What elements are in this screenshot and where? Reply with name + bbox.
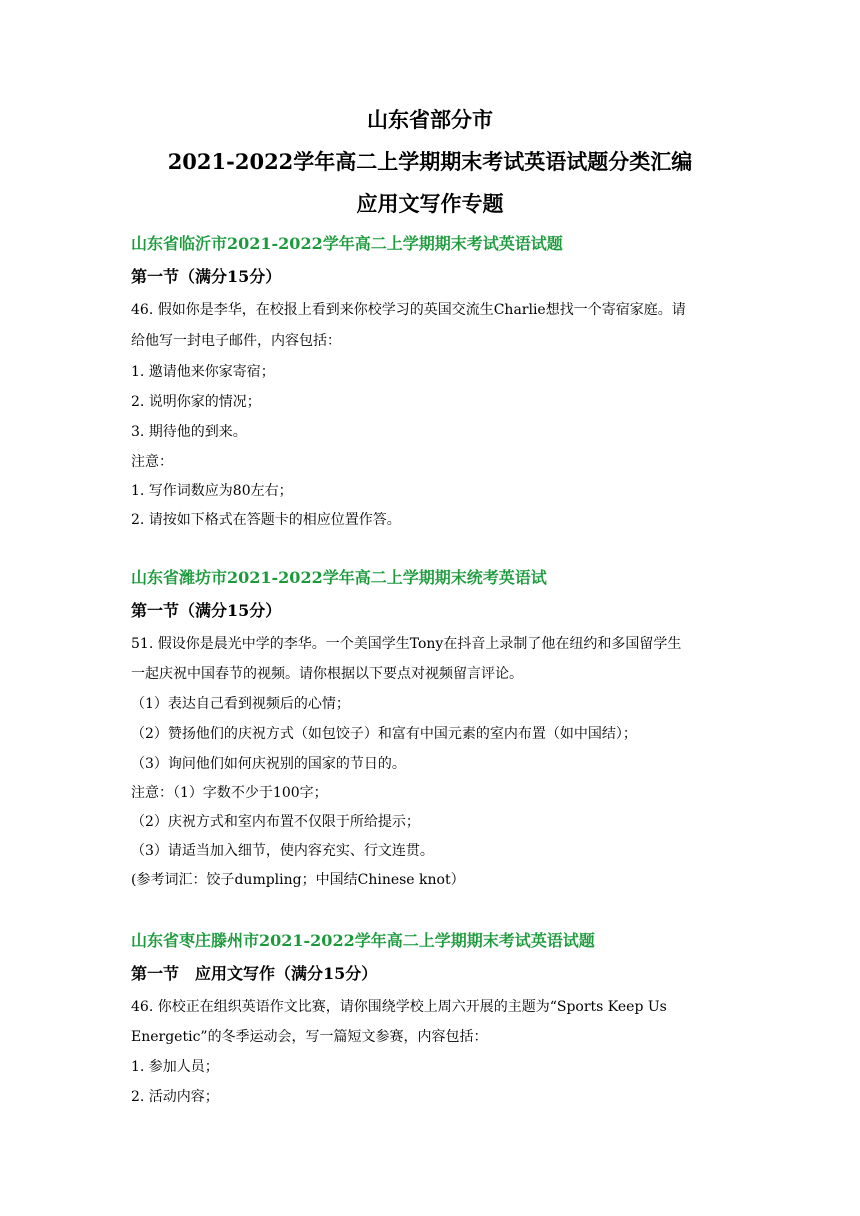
question-text-line: 给他写一封电子邮件，内容包括：	[131, 333, 341, 349]
section-subheading: 第一节 应用文写作（满分15分）	[131, 964, 378, 983]
question-text-line: (参考词汇：饺子dumpling；中国结Chinese knot）	[131, 872, 465, 888]
question-text-line: （2）赞扬他们的庆祝方式（如包饺子）和富有中国元素的室内布置（如中国结）；	[131, 726, 637, 742]
question-text-line: Energetic”的冬季运动会，写一篇短文参赛，内容包括：	[131, 1029, 488, 1045]
question-text-line: 1. 邀请他来你家寄宿；	[131, 364, 275, 380]
section-subheading: 第一节（满分15分）	[131, 601, 282, 620]
question-text-line: 2. 活动内容；	[131, 1089, 219, 1105]
question-text-line: 1. 参加人员；	[131, 1059, 219, 1075]
question-text-line: （1）表达自己看到视频后的心情；	[131, 696, 350, 712]
document-title-years: 2021-2022学年高二上学期期末考试英语试题分类汇编	[167, 149, 693, 174]
question-text-line: 1. 写作词数应为80左右；	[131, 483, 293, 499]
section-heading-linyi: 山东省临沂市2021-2022学年高二上学期期末考试英语试题	[131, 234, 563, 253]
question-text-line: 一起庆祝中国春节的视频。请你根据以下要点对视频留言评论。	[131, 666, 523, 682]
document-title-region: 山东省部分市	[367, 107, 493, 132]
question-text-line: （2）庆祝方式和室内布置不仅限于所给提示；	[131, 814, 420, 830]
question-text-line: 3. 期待他的到来。	[131, 424, 247, 440]
question-text-line: 注意：（1）字数不少于100字；	[131, 785, 328, 801]
document-title-topic: 应用文写作专题	[356, 191, 504, 216]
section-heading-zaozhuang: 山东省枣庄滕州市2021-2022学年高二上学期期末考试英语试题	[131, 931, 595, 950]
question-text-line: 2. 说明你家的情况；	[131, 394, 261, 410]
question-text-line: （3）询问他们如何庆祝别的国家的节日的。	[131, 756, 406, 772]
question-text-line: 注意：	[131, 454, 173, 470]
question-text-line: （3）请适当加入细节，使内容充实、行文连贯。	[131, 843, 434, 859]
question-text-line: 46. 你校正在组织英语作文比赛，请你围绕学校上周六开展的主题为“Sports Keep Us	[131, 999, 667, 1015]
question-text-line: 46. 假如你是李华，在校报上看到来你校学习的英国交流生Charlie想找一个寄宿家庭。请	[131, 302, 686, 318]
question-text-line: 2. 请按如下格式在答题卡的相应位置作答。	[131, 512, 401, 528]
section-heading-weifang: 山东省潍坊市2021-2022学年高二上学期期末统考英语试	[131, 568, 547, 587]
section-subheading: 第一节（满分15分）	[131, 267, 282, 286]
question-text-line: 51. 假设你是晨光中学的李华。一个美国学生Tony在抖音上录制了他在纽约和多国留学生	[131, 636, 682, 652]
